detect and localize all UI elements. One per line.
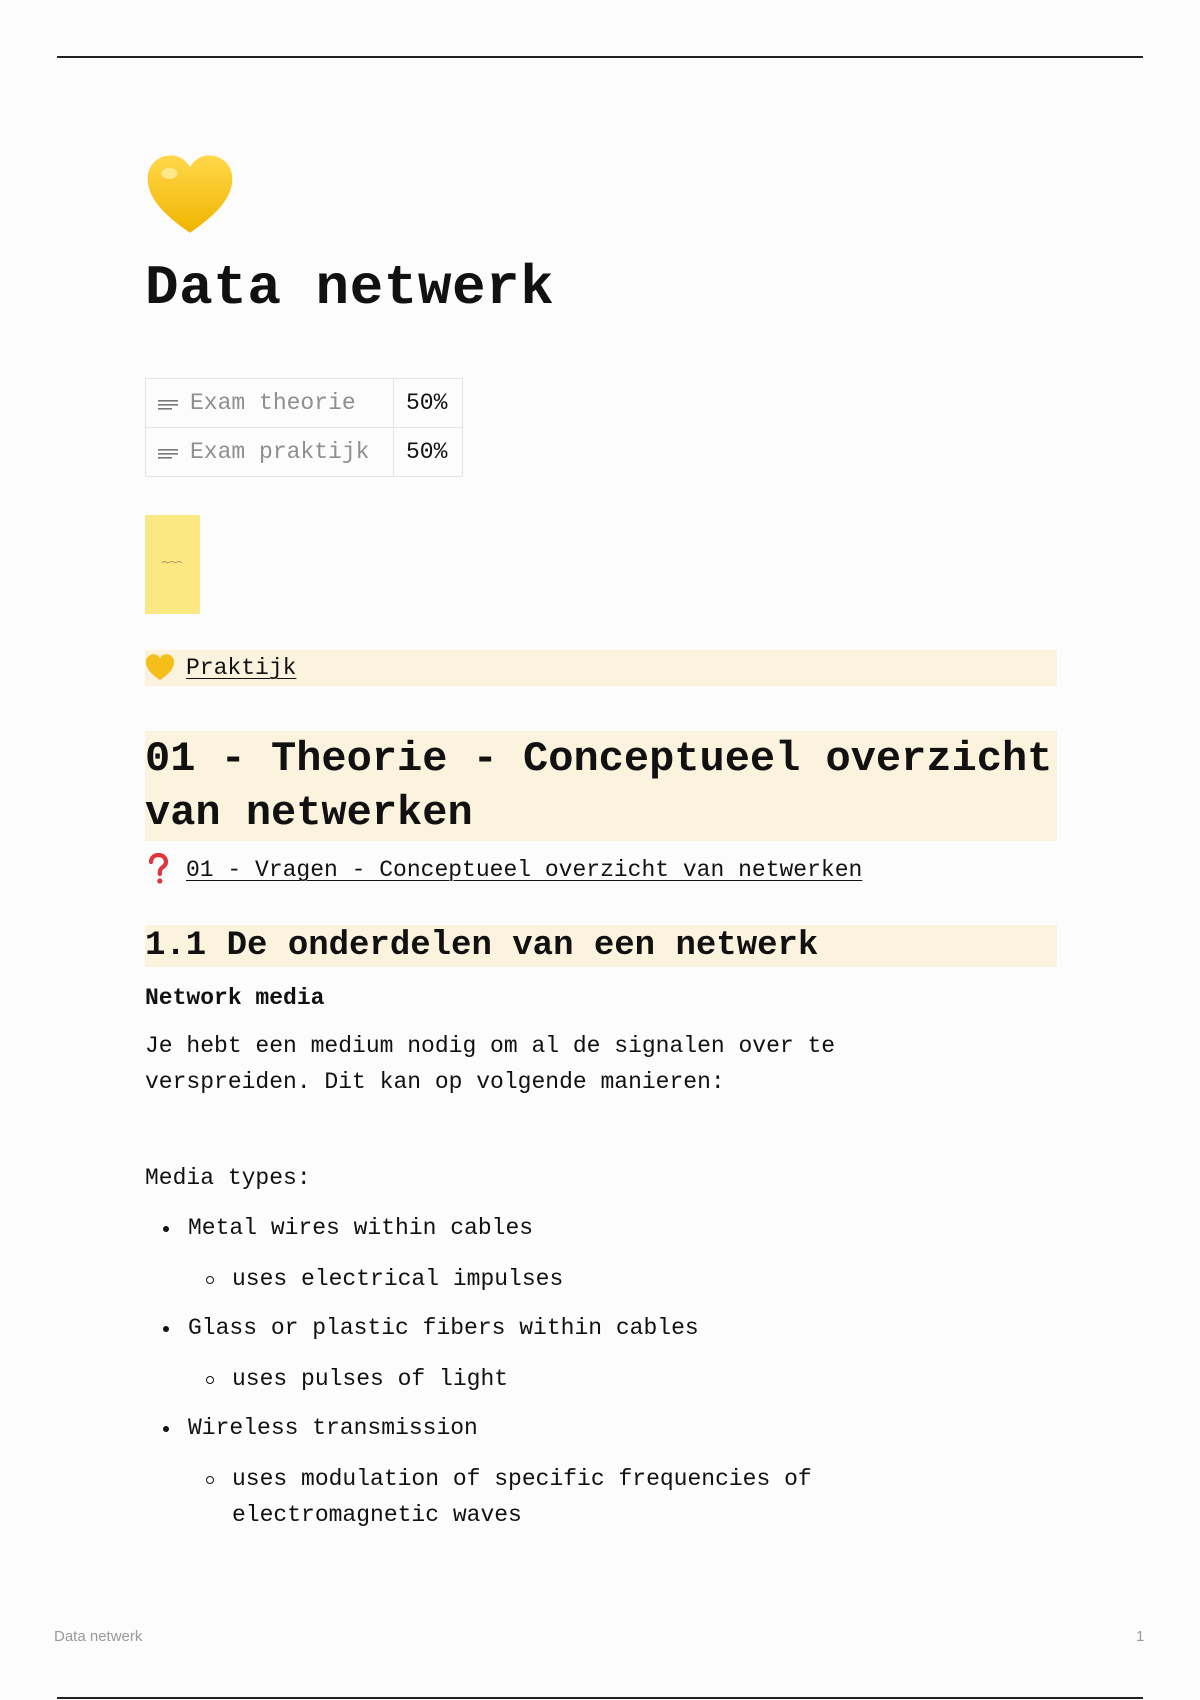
property-key <box>146 428 394 477</box>
yellow-heart-icon <box>145 153 235 237</box>
property-row[interactable] <box>146 428 463 477</box>
page-title: Data netwerk <box>145 256 555 320</box>
property-key <box>146 379 394 428</box>
text-lines-icon <box>158 398 178 412</box>
yellow-heart-icon <box>145 653 175 682</box>
heading-2: 1.1 De onderdelen van een netwerk <box>145 925 1057 967</box>
property-value: 50% <box>394 428 463 477</box>
properties-table <box>145 378 463 477</box>
question-mark-icon <box>145 853 171 885</box>
praktijk-link[interactable]: Praktijk <box>186 655 297 681</box>
list-item-text: Glass or plastic fibers within cables <box>188 1315 699 1341</box>
list-item-text: Metal wires within cables <box>188 1215 534 1241</box>
footer-page-number: 1 <box>1136 1628 1145 1645</box>
sub-list-item <box>145 1261 915 1297</box>
handwriting-scribble <box>161 557 183 567</box>
sub-list-item-text: uses modulation of specific frequencies of electromagnetic waves <box>232 1466 812 1528</box>
hollow-bullet-icon <box>206 1276 214 1284</box>
top-rule <box>57 56 1143 58</box>
media-types-list <box>145 1210 1045 1546</box>
property-value: 50% <box>394 379 463 428</box>
list-item <box>145 1410 1045 1446</box>
sub-list-item-text: uses pulses of light <box>232 1366 509 1392</box>
list-item-text: Wireless transmission <box>188 1415 478 1441</box>
sub-list-item <box>145 1361 915 1397</box>
property-row[interactable] <box>146 379 463 428</box>
property-label: Exam theorie <box>190 390 356 416</box>
vragen-link[interactable]: 01 - Vragen - Conceptueel overzicht van netwerken <box>186 857 863 883</box>
hollow-bullet-icon <box>206 1476 214 1484</box>
property-label: Exam praktijk <box>190 439 370 465</box>
bullet-icon <box>163 1226 169 1232</box>
list-item <box>145 1210 1045 1246</box>
sub-list-item-text: uses electrical impulses <box>232 1266 564 1292</box>
bullet-icon <box>163 1426 169 1432</box>
sub-list-item <box>145 1461 915 1533</box>
list-item <box>145 1310 1045 1346</box>
paragraph: Je hebt een medium nodig om al de signalen over te verspreiden. Dit kan op volgende manieren: <box>145 1033 836 1095</box>
bullet-icon <box>163 1326 169 1332</box>
cover-image-thumbnail[interactable] <box>145 515 200 614</box>
footer-doc-title: Data netwerk <box>54 1628 143 1645</box>
callout-praktijk[interactable] <box>145 650 1057 686</box>
hollow-bullet-icon <box>206 1376 214 1384</box>
bottom-rule <box>57 1697 1143 1699</box>
heading-1: 01 - Theorie - Conceptueel overzicht van netwerken <box>145 731 1057 841</box>
heading-3: Network media <box>145 985 325 1011</box>
text-lines-icon <box>158 447 178 461</box>
media-types-label: Media types: <box>145 1165 311 1191</box>
